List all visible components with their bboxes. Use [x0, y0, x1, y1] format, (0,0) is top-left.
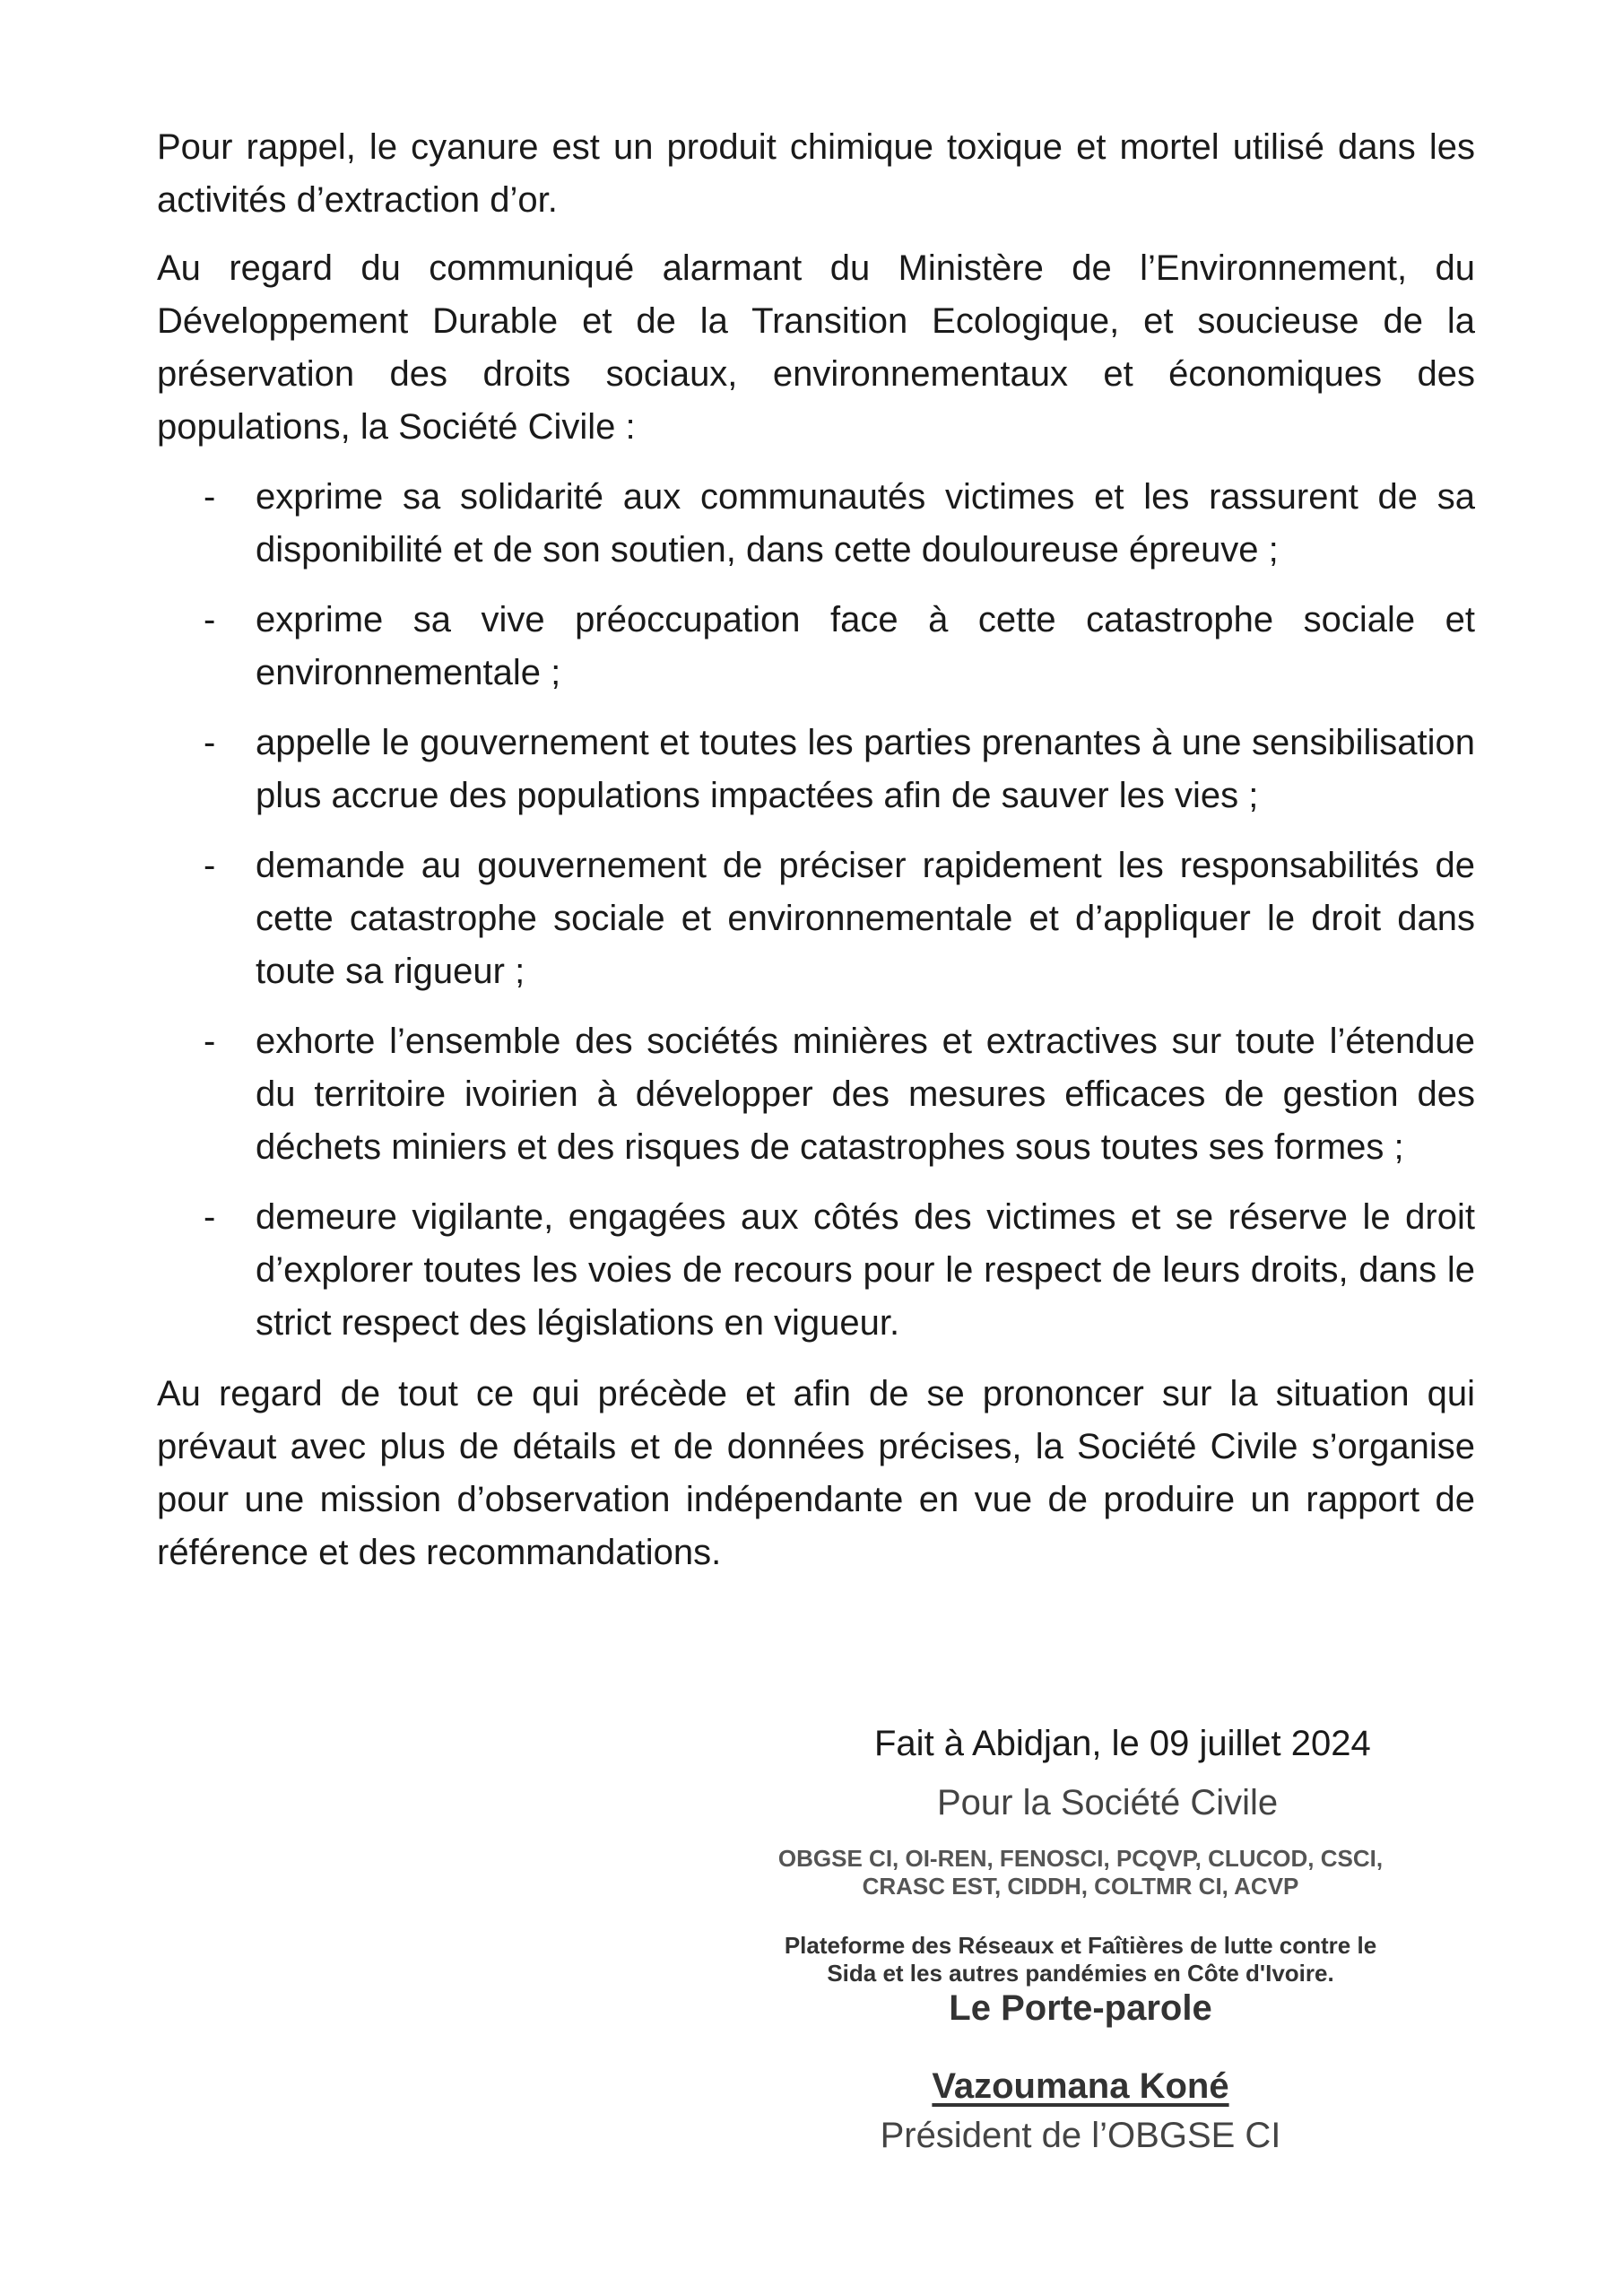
list-item [157, 594, 1475, 700]
list-item [157, 717, 1475, 822]
platform-line: Plateforme des Réseaux et Faîtières de lutte contre le [784, 1932, 1377, 1959]
document-body [157, 121, 1475, 2155]
list-item-text: demande au gouvernement de préciser rapidement les responsabilités de cette catastrophe sociale et environnementale et d’appliquer le droit dans toute sa rigueur ; [256, 846, 1475, 991]
intro-paragraph: Pour rappel, le cyanure est un produit chimique toxique et mortel utilisé dans les activités d’extraction d’or. [157, 127, 1475, 220]
dash-marker: - [204, 1022, 216, 1061]
list-item-text: exhorte l’ensemble des sociétés minières et extractives sur toute l’étendue du territoire ivoirien à développer des mesures efficaces de gestion des déchets miniers et des risques de catastrophes sous toutes ses formes ; [256, 1022, 1475, 1167]
dash-marker: - [204, 477, 216, 517]
list-item-text: appelle le gouvernement et toutes les parties prenantes à une sensibilisation plus accrue des populations impactées afin de sauver les vies ; [256, 723, 1475, 815]
context-paragraph: Au regard du communiqué alarmant du Ministère de l’Environnement, du Développement Durable et de la Transition Ecologique, et soucieuse de la préservation des droits sociaux, environnementaux et économiques des populations, la Société Civile : [157, 248, 1475, 447]
list-item [157, 1015, 1475, 1174]
list-item-text: exprime sa solidarité aux communautés victimes et les rassurent de sa disponibilité et de son soutien, dans cette douloureuse épreuve ; [256, 477, 1475, 570]
demands-list [157, 471, 1475, 1350]
dash-marker: - [204, 846, 216, 885]
dash-marker: - [204, 723, 216, 762]
place-date: Fait à Abidjan, le 09 juillet 2024 [874, 1724, 1371, 1763]
signatory-title: Président de l’OBGSE CI [880, 2116, 1281, 2155]
dash-marker: - [204, 600, 216, 639]
list-item [157, 839, 1475, 998]
organizations-line: OBGSE CI, OI-REN, FENOSCI, PCQVP, CLUCOD, CSCI, [777, 1845, 1384, 1872]
closing-paragraph: Au regard de tout ce qui précède et afin de se prononcer sur la situation qui prévaut avec plus de détails et de données précises, la Société Civile s’organise pour une mission d’observation indépendante en vue de produire un rapport de référence et des recommandations. [157, 1374, 1475, 1572]
on-behalf-line: Pour la Société Civile [937, 1783, 1279, 1822]
platform-line: Sida et les autres pandémies en Côte d'Ivoire. [827, 1960, 1334, 1987]
organizations-line: CRASC EST, CIDDH, COLTMR CI, ACVP [862, 1873, 1299, 1900]
signatory-name: Vazoumana Koné [932, 2066, 1229, 2106]
organizations-list [713, 1845, 1448, 1900]
list-item [157, 471, 1475, 577]
list-item [157, 1191, 1475, 1350]
list-item-text: exprime sa vive préoccupation face à cette catastrophe sociale et environnementale ; [256, 600, 1475, 692]
dash-marker: - [204, 1197, 216, 1237]
platform-name [713, 1932, 1448, 1987]
signatory-role: Le Porte-parole [949, 1988, 1212, 2028]
list-item-text: demeure vigilante, engagées aux côtés des victimes et se réserve le droit d’explorer toutes les voies de recours pour le respect de leurs droits, dans le strict respect des législations en vigueur. [256, 1197, 1475, 1343]
